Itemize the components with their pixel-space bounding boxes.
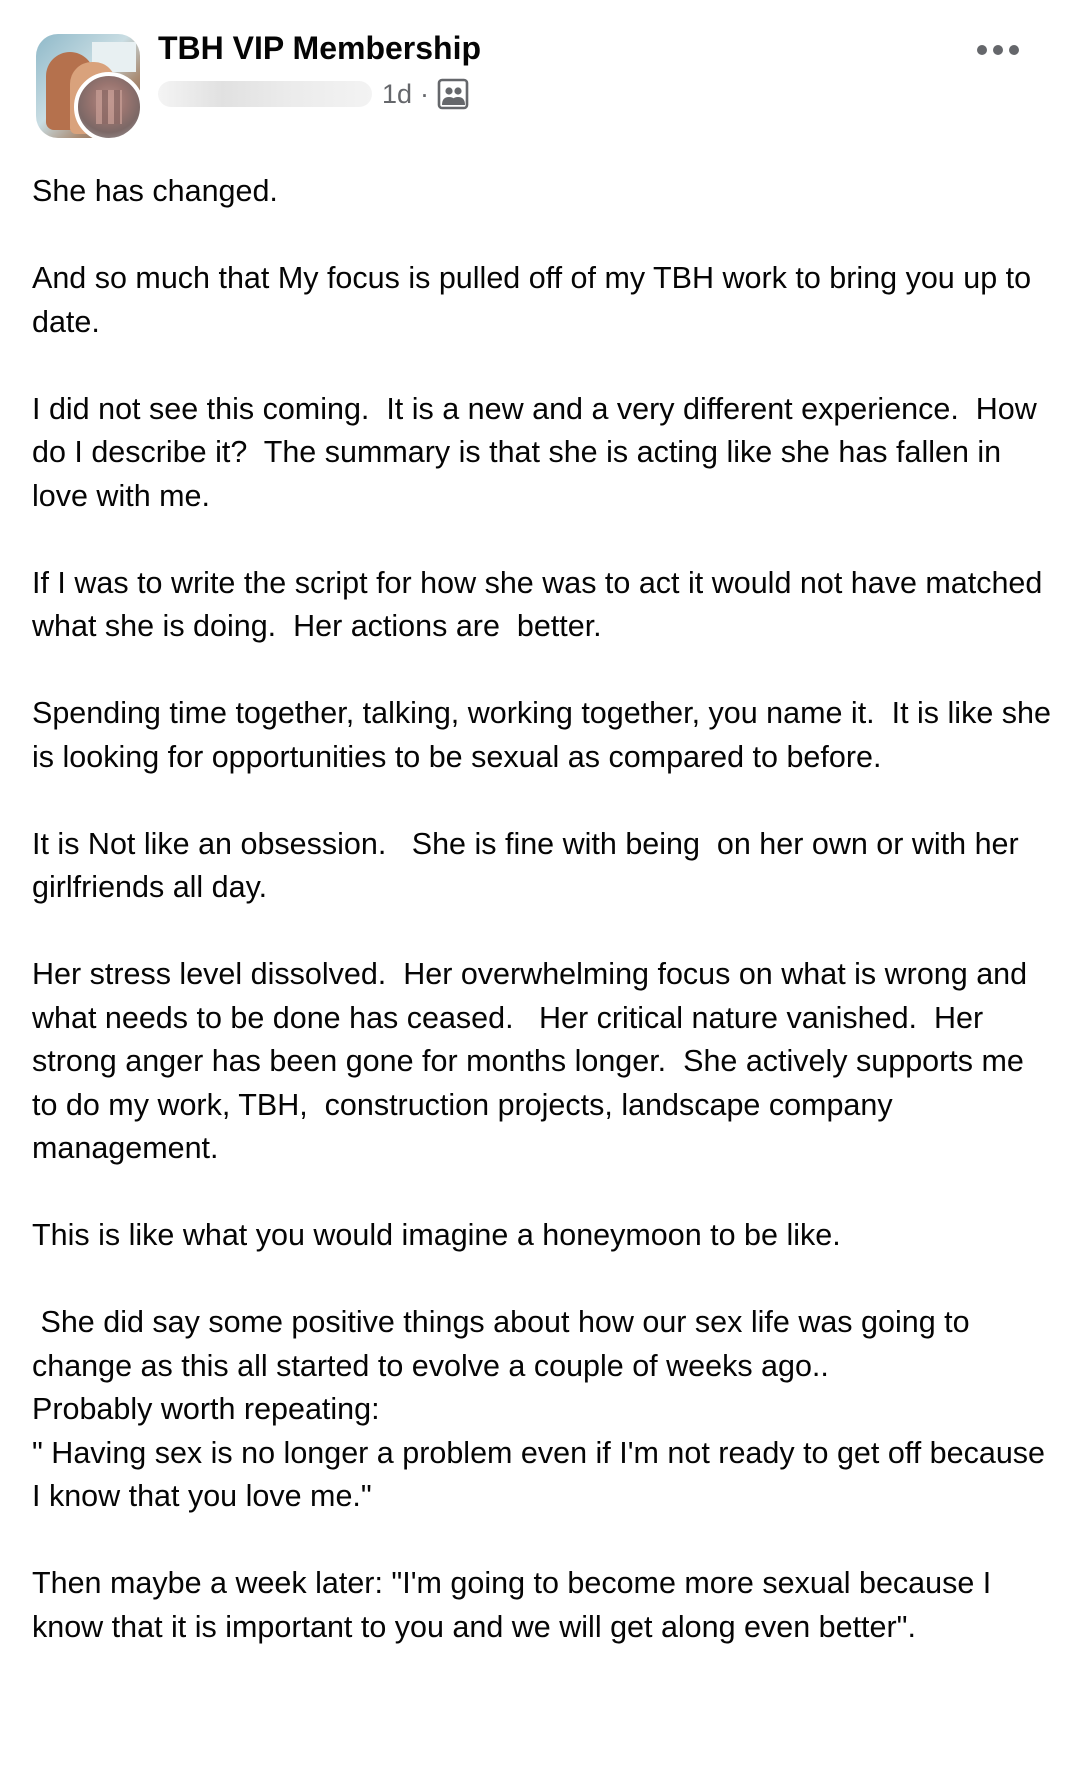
- post-meta: [158, 76, 469, 112]
- author-name-link[interactable]: [158, 81, 372, 107]
- post-timestamp[interactable]: 1d: [382, 79, 413, 109]
- post-paragraph: Spending time together, talking, working together, you name it. It is like she is looking for opportunities to be sexual as compared to before.: [32, 696, 1060, 774]
- more-options-icon: [976, 44, 1020, 56]
- meta-separator: ·: [420, 79, 430, 109]
- post-header: [0, 0, 1080, 150]
- post-paragraph: I did not see this coming. It is a new and a very different experience. How do I describe it? The summary is that she is acting like she has fallen in love with me.: [32, 391, 1046, 513]
- group-members-icon: [437, 78, 469, 110]
- post-paragraph: If I was to write the script for how she was to act it would not have matched what she is doing. Her actions are better.: [32, 565, 1051, 643]
- post-paragraph: She has changed.: [32, 174, 278, 208]
- post-paragraph: Then maybe a week later: "I'm going to become more sexual because I know that it is important to you and we will get along even better".: [32, 1566, 1000, 1644]
- post-paragraph: This is like what you would imagine a honeymoon to be like.: [32, 1218, 841, 1252]
- post-text: [32, 170, 1060, 1649]
- author-avatar[interactable]: [74, 72, 144, 142]
- more-options-button[interactable]: [968, 30, 1028, 70]
- post-paragraph: Her stress level dissolved. Her overwhelming focus on what is wrong and what needs to be done has ceased. Her critical nature vanished. Her strong anger has been gone for months longer. She actively supports me to do my work, TBH, construction projects, landscape company management.: [32, 957, 1036, 1165]
- group-name-link[interactable]: TBH VIP Membership: [158, 30, 482, 66]
- post-paragraph: She did say some positive things about how our sex life was going to change as this all started to evolve a couple of weeks ago.. Probably worth repeating: " Having sex is no longer a problem even if I'm not ready to get off because I know that you love me.": [32, 1305, 1045, 1513]
- blurred-face: [96, 90, 122, 124]
- post-paragraph: It is Not like an obsession. She is fine with being on her own or with her girlfriends all day.: [32, 826, 1028, 904]
- post-paragraph: And so much that My focus is pulled off of my TBH work to bring you up to date.: [32, 261, 1040, 339]
